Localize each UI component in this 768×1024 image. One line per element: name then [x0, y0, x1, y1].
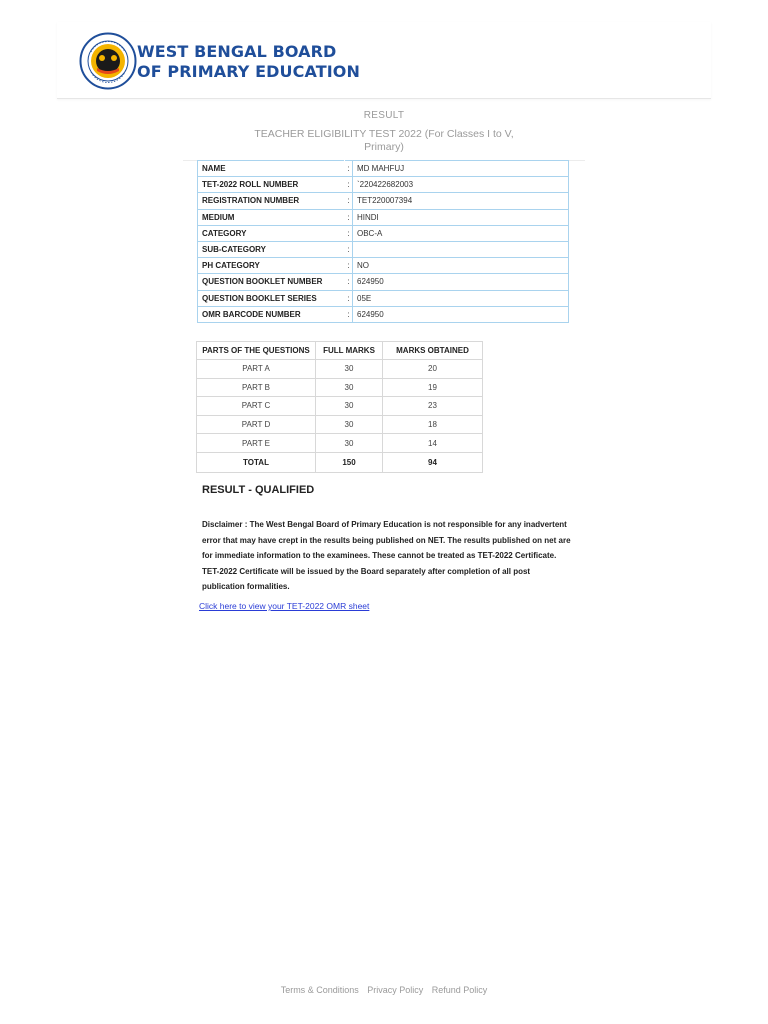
site-header	[57, 22, 711, 99]
info-label: MEDIUM	[198, 209, 345, 225]
candidate-info-table	[197, 160, 569, 323]
info-value: 624950	[353, 306, 569, 322]
info-colon: :	[345, 225, 353, 241]
info-colon: :	[345, 209, 353, 225]
marks-obtained-cell: 20	[383, 360, 483, 379]
marks-obtained-cell: 94	[383, 452, 483, 472]
info-colon: :	[345, 241, 353, 257]
info-colon: :	[345, 161, 353, 177]
info-colon: :	[345, 258, 353, 274]
info-value: OBC-A	[353, 225, 569, 241]
marks-header-row	[197, 342, 483, 360]
info-label: OMR BARCODE NUMBER	[198, 306, 345, 322]
info-value: 05E	[353, 290, 569, 306]
info-label: QUESTION BOOKLET SERIES	[198, 290, 345, 306]
marks-obtained-cell: 18	[383, 415, 483, 434]
col-marks-obtained-header: MARKS OBTAINED	[383, 342, 483, 360]
info-row	[198, 290, 569, 306]
exam-title-line1: TEACHER ELIGIBILITY TEST 2022 (For Classes I to V,	[254, 128, 514, 140]
result-status: RESULT - QUALIFIED	[202, 484, 315, 496]
marks-table	[196, 341, 483, 473]
info-value: `220422682003	[353, 177, 569, 193]
marks-row	[197, 378, 483, 397]
board-name-line1: WEST BENGAL BOARD	[137, 42, 337, 61]
full-marks-cell: 30	[316, 378, 383, 397]
part-cell: PART C	[197, 397, 316, 416]
info-value: MD MAHFUJ	[353, 161, 569, 177]
marks-obtained-cell: 14	[383, 434, 483, 453]
info-value: NO	[353, 258, 569, 274]
info-colon: :	[345, 290, 353, 306]
info-row	[198, 241, 569, 257]
privacy-link[interactable]: Privacy Policy	[367, 985, 424, 995]
board-seal-logo	[79, 32, 137, 90]
info-colon: :	[345, 177, 353, 193]
info-label: QUESTION BOOKLET NUMBER	[198, 274, 345, 290]
board-name-line2: OF PRIMARY EDUCATION	[137, 62, 360, 81]
info-row	[198, 274, 569, 290]
part-cell: PART E	[197, 434, 316, 453]
info-row	[198, 306, 569, 322]
exam-title	[0, 128, 768, 154]
info-value: 624950	[353, 274, 569, 290]
info-value: TET220007394	[353, 193, 569, 209]
part-cell: TOTAL	[197, 452, 316, 472]
full-marks-cell: 150	[316, 452, 383, 472]
info-row	[198, 161, 569, 177]
terms-link[interactable]: Terms & Conditions	[280, 985, 359, 995]
marks-row	[197, 360, 483, 379]
info-row	[198, 258, 569, 274]
marks-obtained-cell: 23	[383, 397, 483, 416]
col-full-marks-header: FULL MARKS	[316, 342, 383, 360]
info-label: TET-2022 ROLL NUMBER	[198, 177, 345, 193]
exam-title-line2: Primary)	[364, 141, 404, 153]
info-colon: :	[345, 274, 353, 290]
part-cell: PART A	[197, 360, 316, 379]
full-marks-cell: 30	[316, 397, 383, 416]
refund-link[interactable]: Refund Policy	[431, 985, 488, 995]
marks-total-row	[197, 452, 483, 472]
part-cell: PART D	[197, 415, 316, 434]
info-label: PH CATEGORY	[198, 258, 345, 274]
disclaimer-text: Disclaimer : The West Bengal Board of Primary Education is not responsible for any inadvertent error that may have crept in the results being published on NET. The results published on net are for immediate information to the examinees. These cannot be treated as TET-2022 Certificate. TET-2022 Certificate will be issued by the Board separately after completion of all post publication formalities.	[202, 520, 571, 591]
info-colon: :	[345, 193, 353, 209]
part-cell: PART B	[197, 378, 316, 397]
info-value	[353, 241, 569, 257]
footer	[0, 985, 768, 995]
info-label: CATEGORY	[198, 225, 345, 241]
marks-obtained-cell: 19	[383, 378, 483, 397]
info-row	[198, 177, 569, 193]
marks-row	[197, 415, 483, 434]
full-marks-cell: 30	[316, 415, 383, 434]
info-row	[198, 193, 569, 209]
col-parts-header: PARTS OF THE QUESTIONS	[197, 342, 316, 360]
info-value: HINDI	[353, 209, 569, 225]
marks-row	[197, 397, 483, 416]
omr-sheet-link[interactable]: Click here to view your TET-2022 OMR sheet	[199, 601, 370, 611]
board-name	[137, 42, 360, 82]
info-row	[198, 209, 569, 225]
result-heading: RESULT	[363, 110, 405, 121]
marks-row	[197, 434, 483, 453]
full-marks-cell: 30	[316, 360, 383, 379]
full-marks-cell: 30	[316, 434, 383, 453]
info-row	[198, 225, 569, 241]
info-colon: :	[345, 306, 353, 322]
info-label: REGISTRATION NUMBER	[198, 193, 345, 209]
info-label: NAME	[198, 161, 345, 177]
info-label: SUB-CATEGORY	[198, 241, 345, 257]
